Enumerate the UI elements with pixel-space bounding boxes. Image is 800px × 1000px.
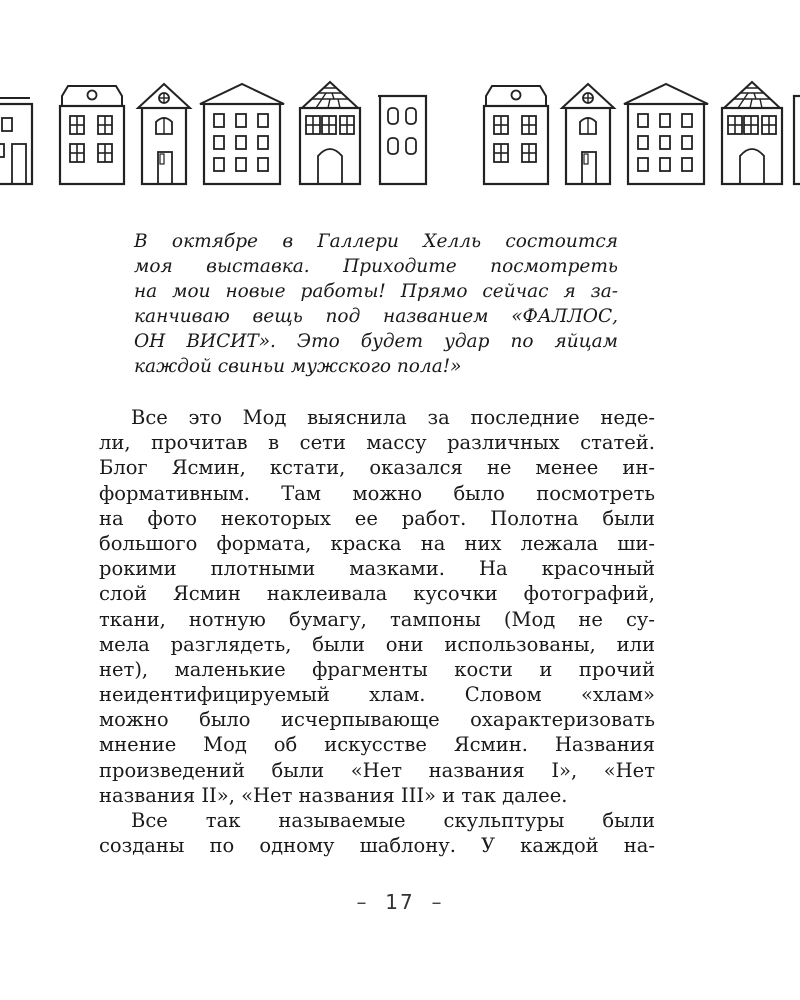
text-line: созданы по одному шаблону. У каждой на- xyxy=(99,834,655,858)
text-line: Все так называемые скульптуры были xyxy=(131,809,655,832)
quote-line: ОН ВИСИТ». Это будет удар по яйцам xyxy=(134,331,618,352)
decorative-houses-border xyxy=(0,78,800,188)
text-line: ткани, нотную бумагу, тампоны (Мод не су- xyxy=(99,607,655,631)
text-line: нет), маленькие фрагменты кости и прочий xyxy=(99,657,655,681)
quote-line: канчиваю вещь под названием «ФАЛЛОС, xyxy=(134,306,618,327)
quote-line: В октябре в Галлери Хелль состоится xyxy=(134,231,618,252)
house-drawing xyxy=(0,98,32,184)
text-line: мела разглядеть, были они использованы, или xyxy=(99,632,655,656)
footer-dash: – xyxy=(431,890,444,914)
house-drawing xyxy=(200,84,284,184)
paragraph xyxy=(99,405,655,808)
house-drawing xyxy=(794,96,800,184)
footer-dash: – xyxy=(356,890,369,914)
house-drawing xyxy=(562,84,614,184)
text-line: Блог Ясмин, кстати, оказался не менее ин- xyxy=(99,456,655,480)
paragraph xyxy=(99,808,655,858)
text-line: мнение Мод об искусстве Ясмин. Названия xyxy=(99,733,655,757)
text-line: на фото некоторых ее работ. Полотна были xyxy=(99,506,655,530)
page-footer xyxy=(0,890,800,914)
text-line: формативным. Там можно было посмотреть xyxy=(99,481,655,505)
text-line: большого формата, краска на них лежала ши- xyxy=(99,531,655,555)
house-drawing xyxy=(138,84,190,184)
text-line: названия II», «Нет названия III» и так далее. xyxy=(99,783,568,807)
house-drawing xyxy=(722,82,782,184)
house-drawing xyxy=(300,82,360,184)
text-line: рокими плотными мазками. На красочный xyxy=(99,557,655,581)
house-drawing xyxy=(624,84,708,184)
house-drawing xyxy=(60,86,124,184)
text-line: слой Ясмин наклеивала кусочки фотографий, xyxy=(99,582,655,606)
house-drawing xyxy=(484,86,548,184)
quote-line: моя выставка. Приходите посмотреть xyxy=(134,256,618,277)
blog-quote xyxy=(134,229,618,379)
text-line: ли, прочитав в сети массу различных статей. xyxy=(99,431,655,455)
house-drawing xyxy=(378,96,426,184)
text-line: Все это Мод выяснила за последние неде- xyxy=(131,406,655,429)
text-line: можно было исчерпывающе охарактеризовать xyxy=(99,708,655,732)
page-number: 17 xyxy=(385,890,415,914)
body-text xyxy=(99,405,655,858)
quote-line: каждой свиньи мужского пола!» xyxy=(134,356,462,377)
text-line: неидентифицируемый хлам. Словом «хлам» xyxy=(99,683,655,707)
quote-line: на мои новые работы! Прямо сейчас я за- xyxy=(134,281,618,302)
text-line: произведений были «Нет названия I», «Нет xyxy=(99,758,655,782)
